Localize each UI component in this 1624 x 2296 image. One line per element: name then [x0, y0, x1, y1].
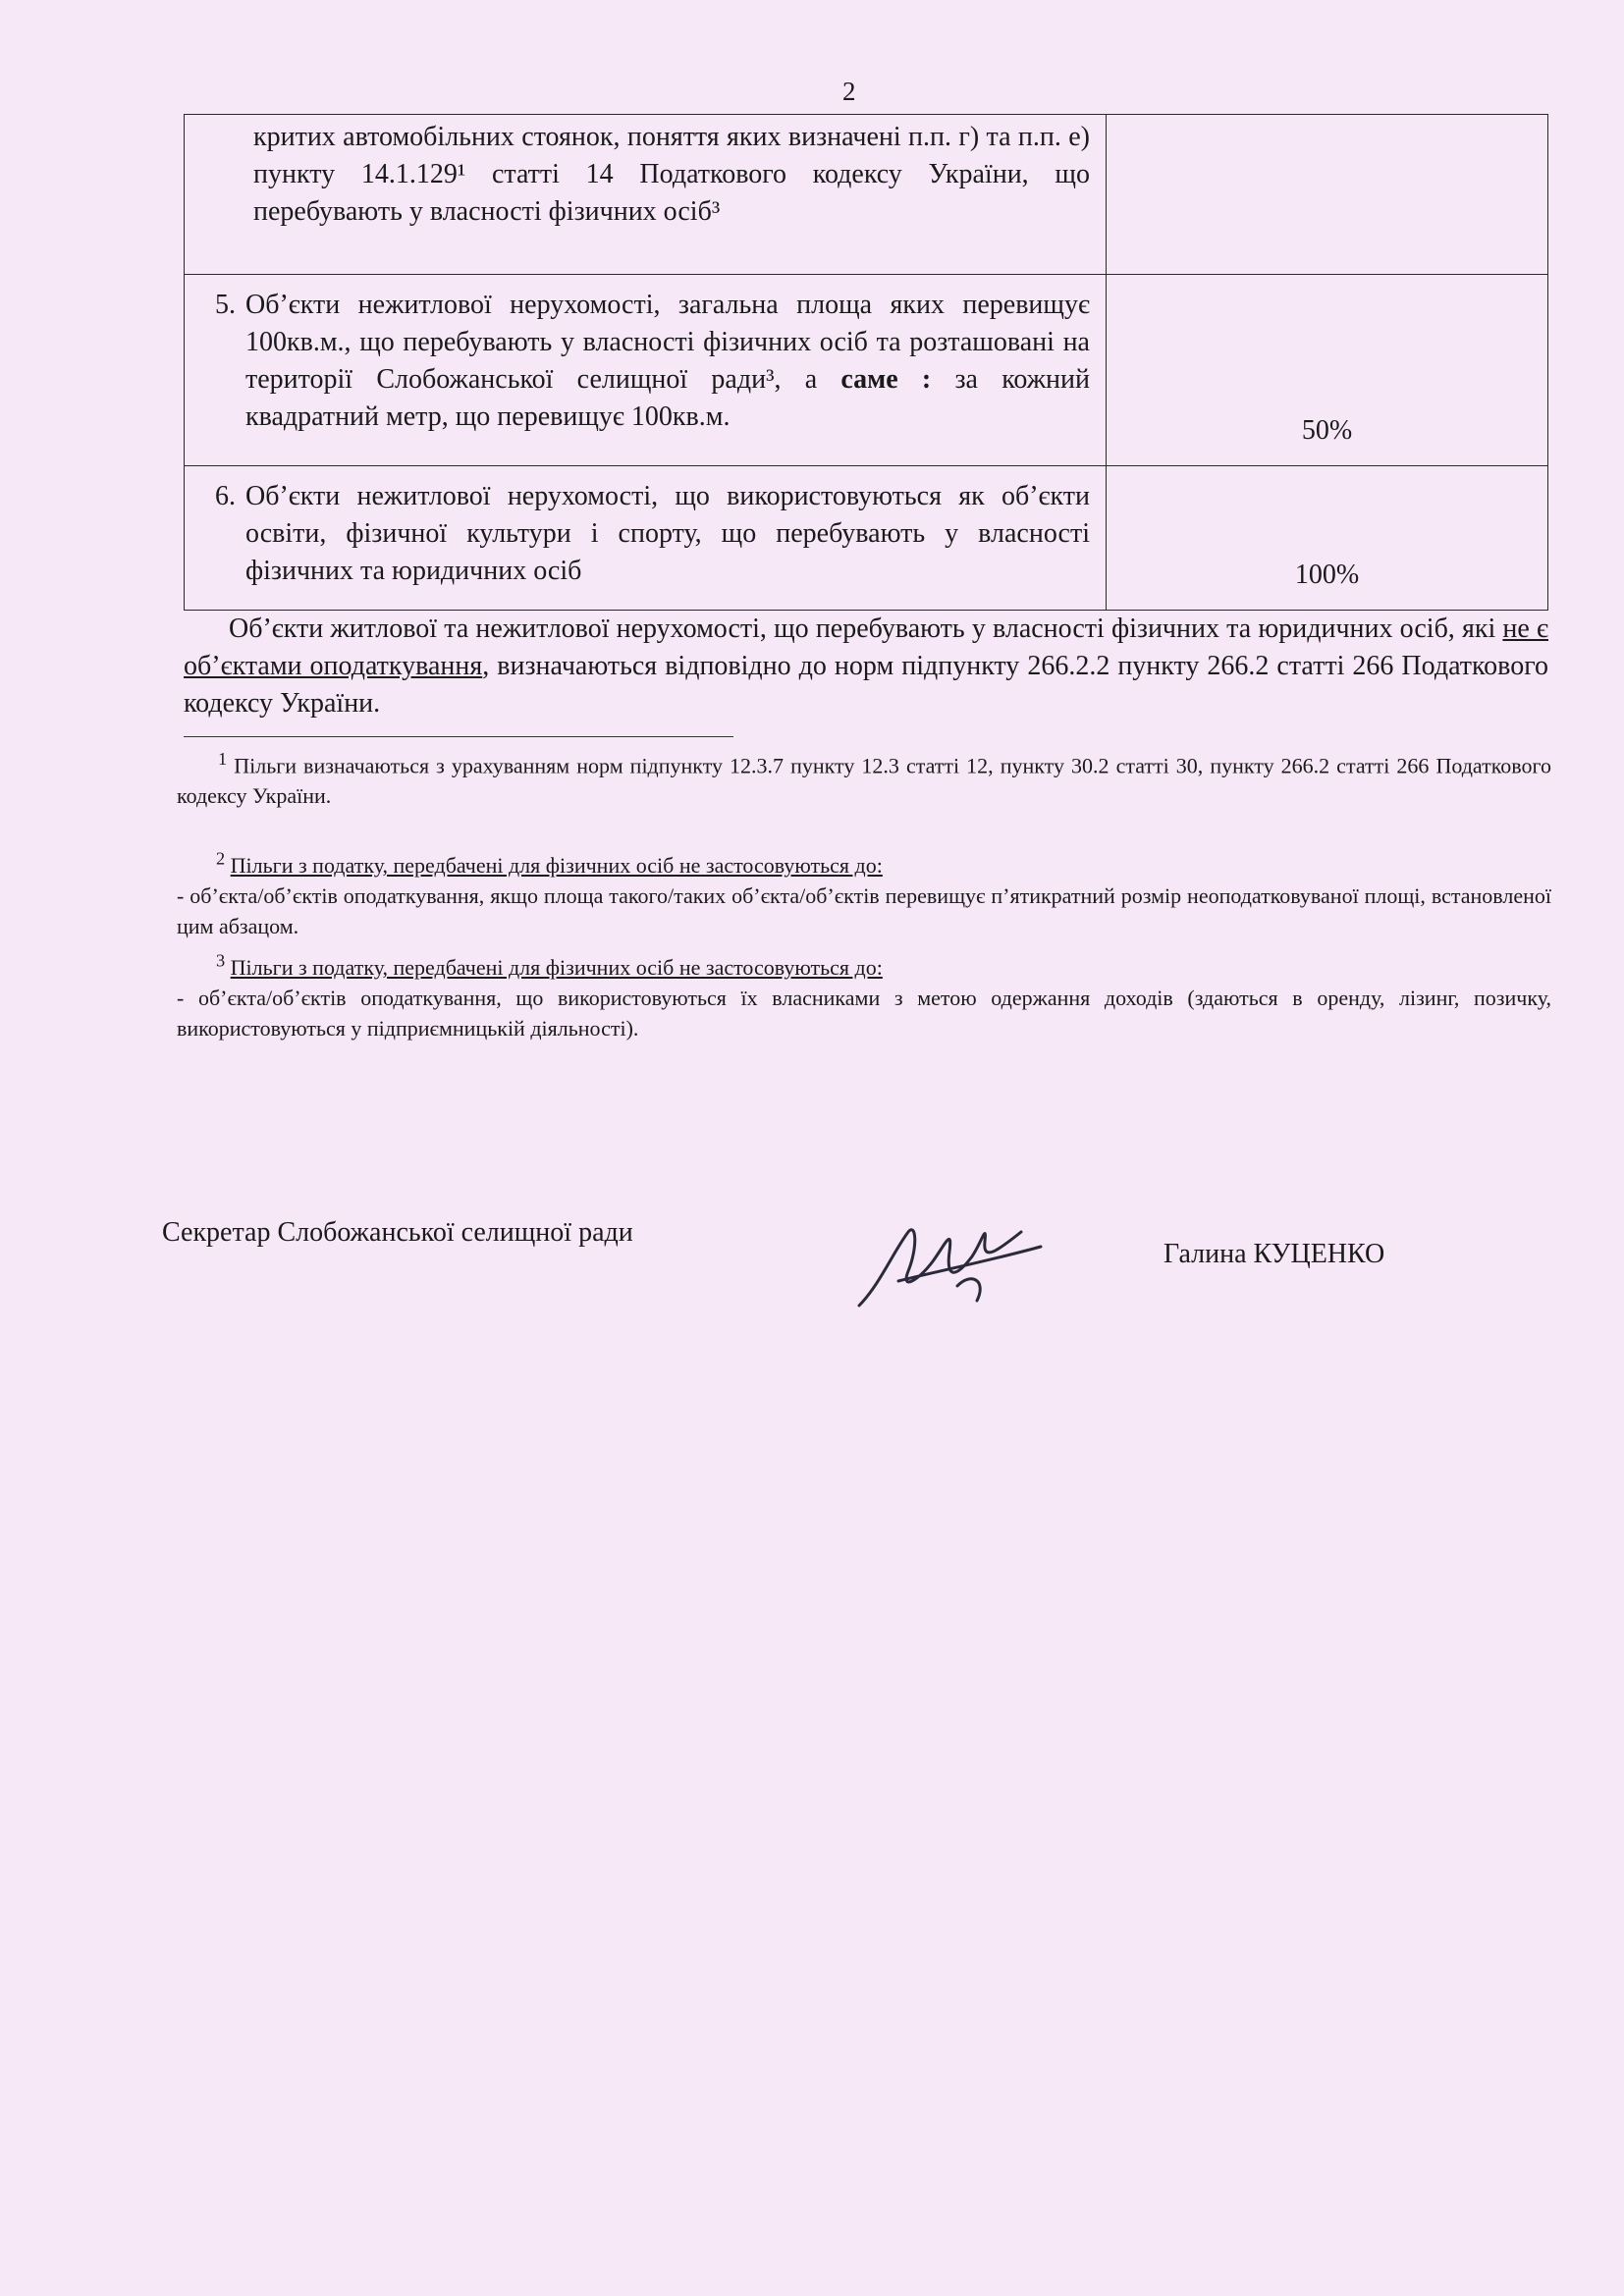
footnote-text: - об’єкта/об’єктів оподаткування, що використовуються їх власниками з метою одержання доходів (здаються в оренду, лізинг, позичку, використовуються у підприємницькій діяльності).: [177, 986, 1551, 1041]
footnote-title: [177, 849, 883, 879]
footnote-3: [177, 946, 1551, 1043]
row-text-bold: саме :: [840, 364, 932, 395]
row-text-part: Об’єкти нежитлової нерухомості, загальна площа яких перевищує 100кв.м., що перебувають у власності фізичних осіб та розташовані на території Слобожанської селищної ради³, а: [245, 290, 1090, 395]
footnote-text: Пільги визначаються з урахуванням норм підпункту 12.3.7 пункту 12.3 статті 12, пункту 30.2 статті 30, пункту 266.2 статті 266 Податкового кодексу України.: [177, 753, 1551, 809]
footnote-title-text: Пільги з податку, передбачені для фізичних осіб не застосовуються до:: [230, 955, 883, 981]
paragraph-part: Об’єкти житлової та нежитлової нерухомості, що перебувають у власності фізичних та юридичних осіб, які: [229, 614, 1503, 644]
row-rate: 50%: [1107, 275, 1548, 466]
footnote-1: [177, 744, 1551, 811]
row-rate: 100%: [1107, 466, 1548, 611]
footnote-title-text: Пільги з податку, передбачені для фізичних осіб не застосовуються до:: [230, 853, 883, 879]
footnote-mark: 1: [218, 749, 228, 769]
table-row: [185, 275, 1548, 466]
footnote-mark: 2: [216, 849, 226, 869]
row-rate: [1107, 115, 1548, 275]
row-text: критих автомобільних стоянок, поняття яких визначені п.п. г) та п.п. е) пункту 14.1.129¹ статті 14 Податкового кодексу України, що перебувають у власності фізичних осіб³: [185, 115, 1107, 275]
footnote-separator: [184, 736, 733, 737]
footnote-2: [177, 844, 1551, 941]
signatory-position: Секретар Слобожанської селищної ради: [162, 1217, 633, 1248]
row-text-part: за кожний квадратний метр, що перевищує 100кв.м.: [245, 364, 1090, 432]
benefits-table: [184, 114, 1548, 611]
handwritten-signature: [839, 1193, 1056, 1330]
table-row: [185, 115, 1548, 275]
main-paragraph: [184, 611, 1548, 722]
row-text: Об’єкти нежитлової нерухомості, що використовуються як об’єкти освіти, фізичної культури і спорту, що перебувають у власності фізичних та юридичних осіб: [245, 466, 1107, 611]
table-row: [185, 466, 1548, 611]
footnote-text: - об’єкта/об’єктів оподаткування, якщо площа такого/таких об’єкта/об’єктів перевищує п’ятикратний розмір неоподатковуваної площі, встановленої цим абзацом.: [177, 883, 1551, 939]
footnote-title: [177, 951, 883, 981]
row-number: 5.: [185, 275, 246, 466]
footnote-mark: 3: [216, 951, 226, 971]
paragraph-underlined: не є об’єктами оподаткування: [184, 614, 1548, 681]
signatory-name: Галина КУЦЕНКО: [1164, 1239, 1385, 1269]
row-text: [245, 275, 1107, 466]
page-number: 2: [842, 77, 856, 106]
row-number: 6.: [185, 466, 246, 611]
paragraph-part: , визначаються відповідно до норм підпункту 266.2.2 пункту 266.2 статті 266 Податкового кодексу України.: [184, 651, 1549, 719]
